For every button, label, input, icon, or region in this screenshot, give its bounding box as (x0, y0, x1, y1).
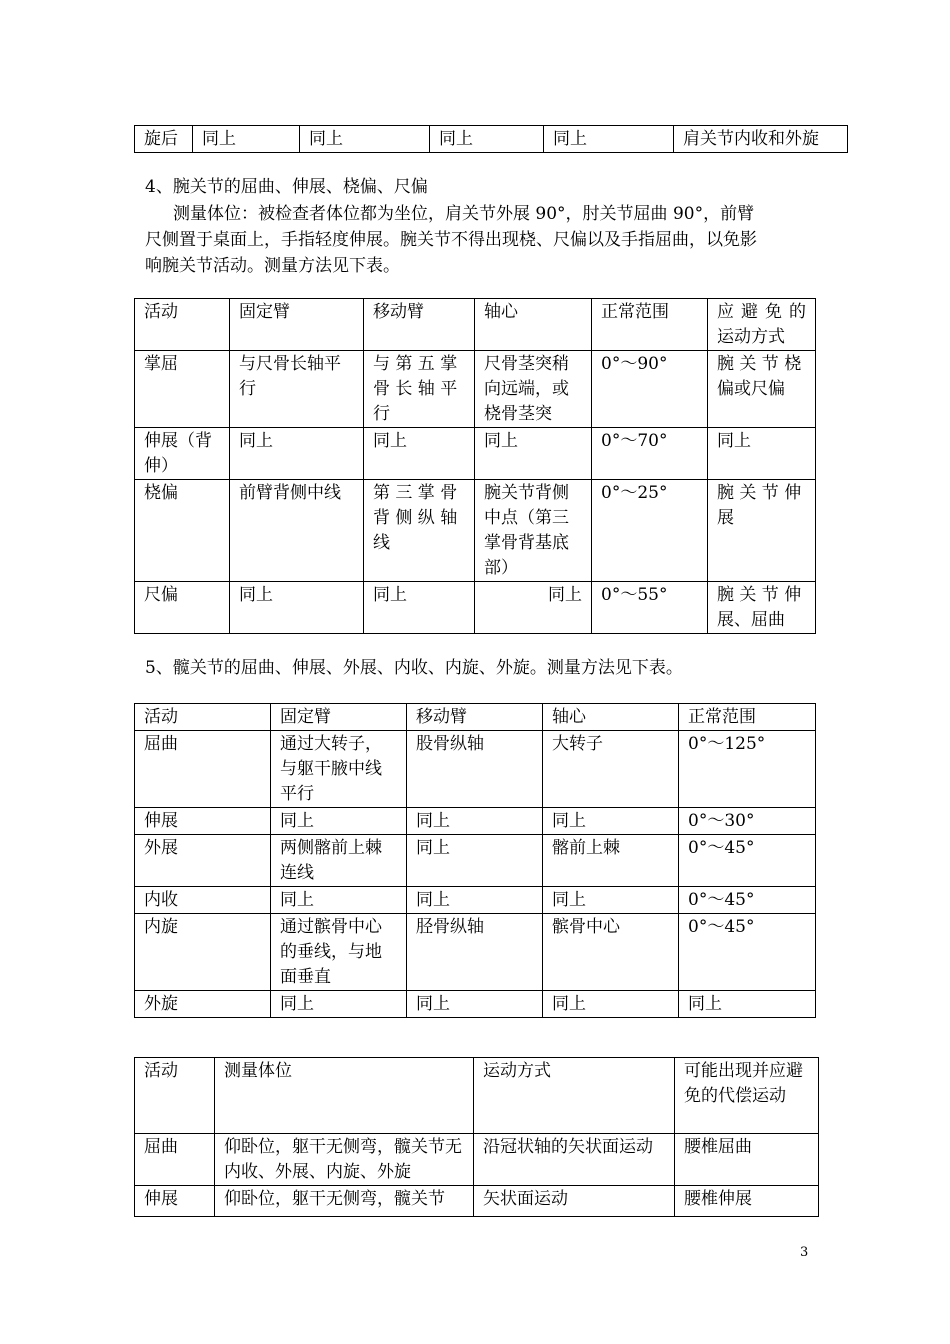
table-cell: 0°～45° (679, 835, 816, 887)
table-cell: 同上 (543, 808, 679, 835)
table-row (135, 126, 848, 153)
table-cell: 同上 (271, 991, 407, 1018)
table-cell: 腰椎屈曲 (675, 1134, 819, 1186)
table-cell: 掌屈 (135, 351, 230, 428)
header-cell: 应 避 免 的运动方式 (708, 299, 816, 351)
header-cell: 固定臂 (271, 704, 407, 731)
section-4-paragraph-line-2: 尺侧置于桌面上，手指轻度伸展。腕关节不得出现桡、尺偏以及手指屈曲，以免影 (145, 230, 757, 250)
table-cell: 0°～55° (592, 582, 708, 634)
section-4-paragraph-line-3: 响腕关节活动。测量方法见下表。 (145, 256, 400, 276)
header-cell: 活动 (135, 1058, 215, 1134)
table-cell: 0°～125° (679, 731, 816, 808)
table-row (135, 351, 816, 428)
table-header-row (135, 299, 816, 351)
table-cell: 通过大转子，与躯干腋中线平行 (271, 731, 407, 808)
table-cell: 同上 (407, 887, 543, 914)
table-cell: 伸展 (135, 808, 271, 835)
table-row (135, 582, 816, 634)
wrist-measurement-table (134, 298, 816, 634)
table-cell: 内收 (135, 887, 271, 914)
table-cell: 与尺骨长轴平行 (230, 351, 364, 428)
table-cell: 腰椎伸展 (675, 1186, 819, 1217)
table-cell: 沿冠状轴的矢状面运动 (474, 1134, 675, 1186)
table-cell: 0°～90° (592, 351, 708, 428)
table-cell: 0°～25° (592, 480, 708, 582)
header-cell: 可能出现并应避免的代偿运动 (675, 1058, 819, 1134)
table-cell: 仰卧位，躯干无侧弯，髋关节无内收、外展、内旋、外旋 (215, 1134, 474, 1186)
page-number: 3 (800, 1245, 809, 1260)
table-row (135, 887, 816, 914)
table-cell: 0°～70° (592, 428, 708, 480)
header-cell: 活动 (135, 704, 271, 731)
table-cell: 仰卧位，躯干无侧弯，髋关节 (215, 1186, 474, 1217)
section-5-heading: 5、髋关节的屈曲、伸展、外展、内收、内旋、外旋。测量方法见下表。 (145, 658, 683, 678)
table-cell: 同上 (708, 428, 816, 480)
table-cell: 同上 (364, 428, 475, 480)
header-cell: 正常范围 (592, 299, 708, 351)
table-cell: 腕 关 节 桡偏或尺偏 (708, 351, 816, 428)
table-cell: 腕 关 节 伸展、屈曲 (708, 582, 816, 634)
table-cell: 同上 (230, 582, 364, 634)
table-cell: 同上 (271, 887, 407, 914)
header-cell: 正常范围 (679, 704, 816, 731)
table-row (135, 991, 816, 1018)
table-header-row (135, 1058, 819, 1134)
table-cell: 同上 (475, 582, 592, 634)
table-cell: 股骨纵轴 (407, 731, 543, 808)
table-cell: 内旋 (135, 914, 271, 991)
table-cell: 伸展（背伸） (135, 428, 230, 480)
table-cell: 同上 (475, 428, 592, 480)
table-cell: 尺偏 (135, 582, 230, 634)
section-4-paragraph-line-1: 测量体位：被检查者体位都为坐位，肩关节外展 90°，肘关节屈曲 90°，前臂 (173, 204, 755, 224)
table-cell: 肩关节内收和外旋 (674, 126, 848, 153)
table-cell: 第 三 掌 骨背 侧 纵 轴线 (364, 480, 475, 582)
table-row (135, 480, 816, 582)
section-4-heading: 4、腕关节的屈曲、伸展、桡偏、尺偏 (145, 177, 428, 197)
header-cell: 移动臂 (407, 704, 543, 731)
hip-measurement-table (134, 703, 816, 1018)
shoulder-table-tail (134, 125, 848, 153)
table-cell: 通过髌骨中心的垂线，与地面垂直 (271, 914, 407, 991)
table-row (135, 914, 816, 991)
table-row (135, 1186, 819, 1217)
table-cell: 同上 (543, 991, 679, 1018)
table-cell: 髂前上棘 (543, 835, 679, 887)
table-cell: 同上 (364, 582, 475, 634)
table-row (135, 428, 816, 480)
table-cell: 同上 (679, 991, 816, 1018)
table-row (135, 808, 816, 835)
table-cell: 同上 (543, 887, 679, 914)
table-cell: 与 第 五 掌骨 长 轴 平行 (364, 351, 475, 428)
header-cell: 活动 (135, 299, 230, 351)
table-cell: 伸展 (135, 1186, 215, 1217)
hip-motion-table (134, 1057, 819, 1217)
table-cell: 大转子 (543, 731, 679, 808)
table-cell: 胫骨纵轴 (407, 914, 543, 991)
header-cell: 轴心 (475, 299, 592, 351)
header-cell: 轴心 (543, 704, 679, 731)
table-cell: 矢状面运动 (474, 1186, 675, 1217)
table-cell: 屈曲 (135, 731, 271, 808)
table-cell: 旋后 (135, 126, 193, 153)
table-cell: 同上 (407, 991, 543, 1018)
table-cell: 腕关节背侧中点（第三掌骨背基底部） (475, 480, 592, 582)
table-cell: 前臂背侧中线 (230, 480, 364, 582)
table-header-row (135, 704, 816, 731)
table-cell: 同上 (300, 126, 430, 153)
table-cell: 同上 (544, 126, 674, 153)
table-cell: 同上 (230, 428, 364, 480)
table-cell: 尺骨茎突稍向远端，或桡骨茎突 (475, 351, 592, 428)
table-cell: 同上 (430, 126, 544, 153)
table-row (135, 1134, 819, 1186)
header-cell: 测量体位 (215, 1058, 474, 1134)
table-cell: 外旋 (135, 991, 271, 1018)
table-cell: 0°～30° (679, 808, 816, 835)
header-cell: 固定臂 (230, 299, 364, 351)
table-cell: 同上 (407, 835, 543, 887)
table-cell: 屈曲 (135, 1134, 215, 1186)
table-cell: 外展 (135, 835, 271, 887)
table-cell: 0°～45° (679, 887, 816, 914)
table-cell: 同上 (193, 126, 300, 153)
table-cell: 腕 关 节 伸展 (708, 480, 816, 582)
table-cell: 髌骨中心 (543, 914, 679, 991)
header-cell: 移动臂 (364, 299, 475, 351)
table-row (135, 731, 816, 808)
table-cell: 同上 (271, 808, 407, 835)
table-row (135, 835, 816, 887)
table-cell: 0°～45° (679, 914, 816, 991)
table-cell: 两侧髂前上棘连线 (271, 835, 407, 887)
table-cell: 桡偏 (135, 480, 230, 582)
header-cell: 运动方式 (474, 1058, 675, 1134)
table-cell: 同上 (407, 808, 543, 835)
